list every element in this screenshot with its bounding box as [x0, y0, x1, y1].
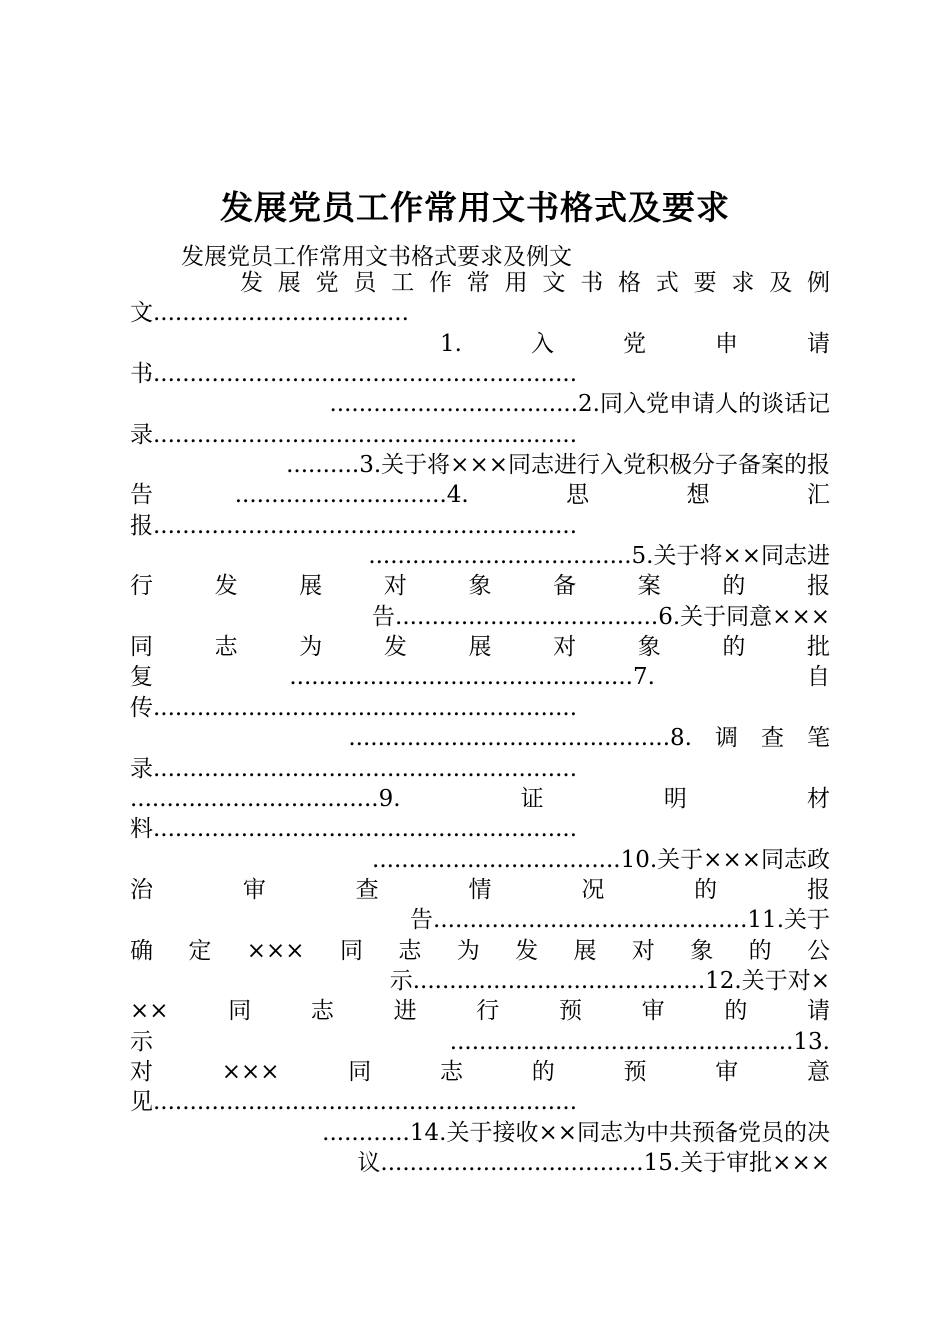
toc-line: 录..........................................................: [130, 421, 578, 448]
toc-line: 录..........................................................: [130, 755, 578, 782]
toc-line: 料..........................................................: [130, 816, 578, 843]
toc-line: 确 定 ××× 同 志 为 发 展 对 象 的 公: [130, 937, 830, 964]
toc-line: 议....................................15.关于审批×××: [357, 1149, 830, 1176]
toc-line: ..................................9. 证 明 材: [130, 785, 830, 812]
toc-line: 同 志 为 发 展 对 象 的 批: [130, 634, 830, 661]
toc-line: 治 审 查 情 况 的 报: [130, 876, 830, 903]
toc-line: 传..........................................................: [130, 694, 578, 721]
table-of-contents: [130, 268, 830, 1178]
toc-line: 报..........................................................: [130, 512, 578, 539]
toc-line: 文...................................: [130, 300, 409, 327]
document-title: 发展党员工作常用文书格式及要求: [220, 188, 730, 227]
toc-line: 示........................................12.关于对×: [389, 967, 830, 994]
toc-line: ×× 同 志 进 行 预 审 的 请: [130, 998, 830, 1025]
toc-line: 行 发 展 对 象 备 案 的 报: [130, 573, 830, 600]
toc-line: ..................................2.同入党申请人的谈话记: [329, 391, 830, 418]
toc-line: 对 ××× 同 志 的 预 审 意: [130, 1058, 830, 1085]
toc-line: 见..........................................................: [130, 1089, 578, 1116]
toc-line: 发展党员工作常用文书格式要求及例: [240, 270, 830, 296]
toc-line: 复 ...............................................7. 自: [130, 664, 830, 691]
document-subtitle: 发展党员工作常用文书格式要求及例文: [181, 244, 572, 270]
toc-line: 告 .............................4. 思 想 汇: [130, 482, 830, 509]
toc-line: ..................................10.关于×××同志政: [372, 846, 830, 873]
toc-line: 示 ...............................................13.: [130, 1028, 830, 1055]
toc-line: 告....................................6.关于同意×××: [372, 603, 830, 630]
toc-line: ....................................5.关于将××同志进: [368, 543, 830, 570]
toc-line: 告...........................................11.关于: [410, 907, 830, 934]
toc-line: ............................................8. 调 查 笔: [348, 725, 830, 752]
toc-line: ..........3.关于将×××同志进行入党积极分子备案的报: [286, 452, 830, 479]
toc-line: ............14.关于接收××同志为中共预备党员的决: [322, 1119, 830, 1146]
toc-line: 1. 入 党 申 请: [440, 330, 830, 357]
toc-line: 书..........................................................: [130, 361, 578, 388]
